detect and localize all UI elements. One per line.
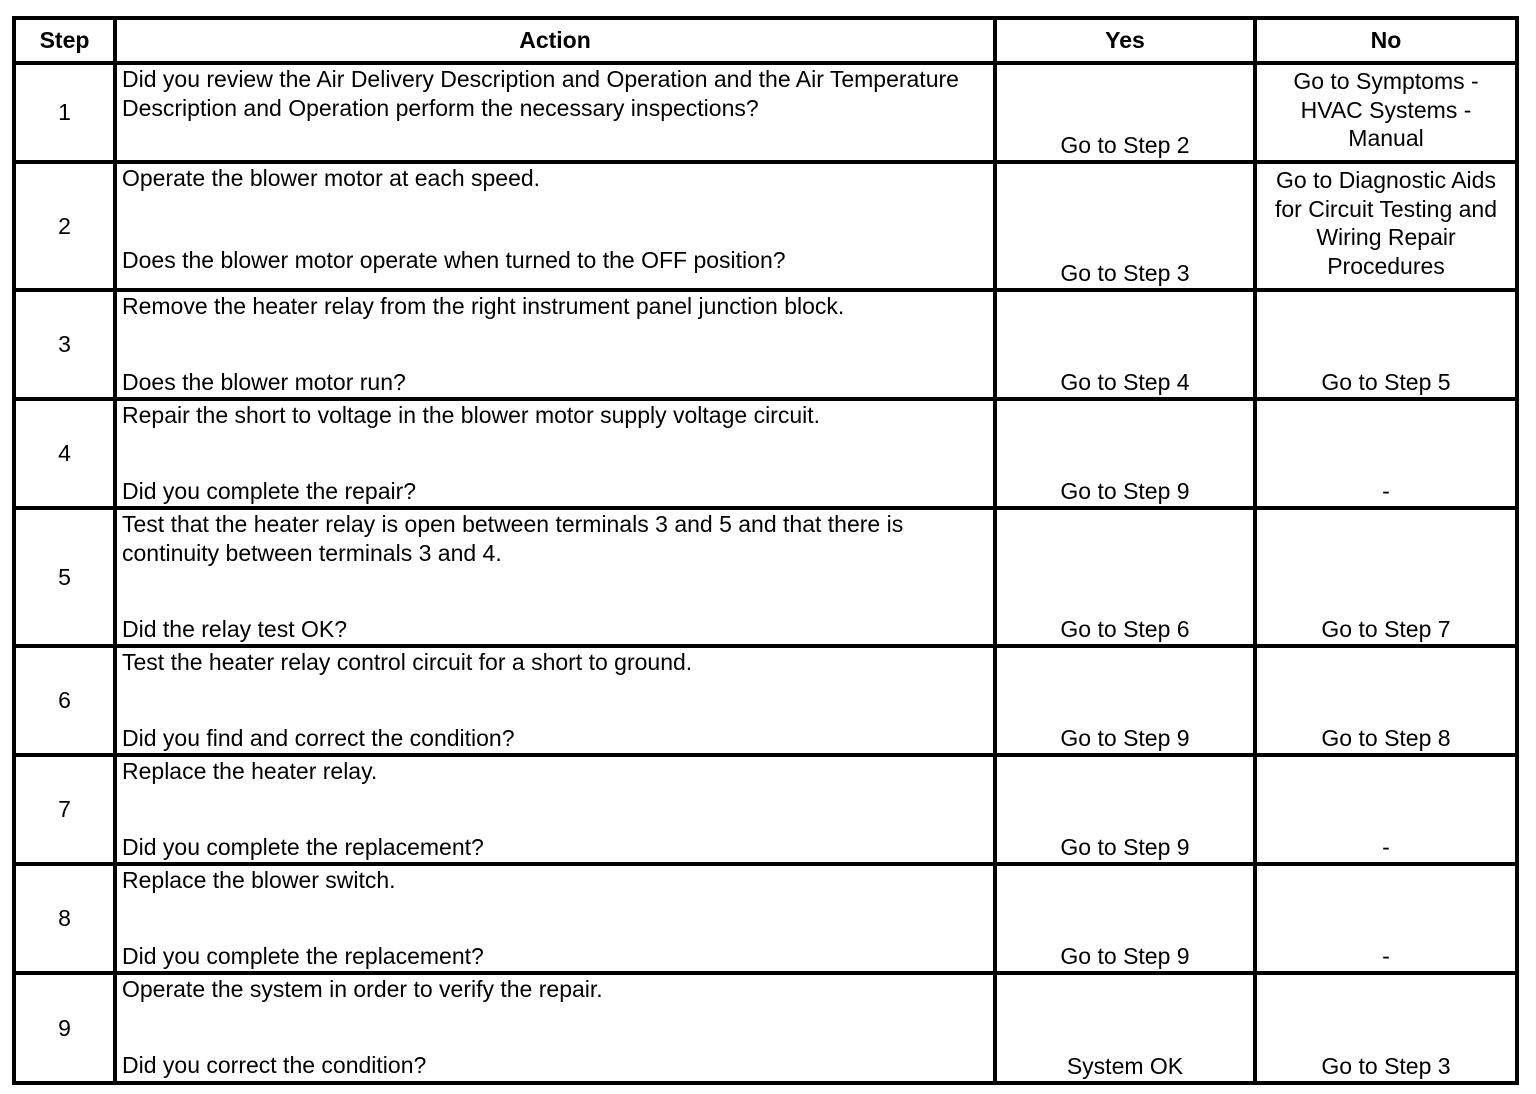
no-cell: Go to Step 5 (1255, 290, 1517, 399)
table-row (14, 973, 1517, 1083)
table-row (14, 864, 1517, 973)
no-cell: Go to Step 7 (1255, 508, 1517, 646)
yes-cell: System OK (995, 973, 1255, 1083)
action-question: Did you complete the repair? (122, 477, 417, 504)
step-number: 4 (14, 399, 115, 508)
action-cell (115, 508, 995, 646)
action-instruction: Operate the system in order to verify the repair. (122, 976, 603, 1002)
header-row (14, 18, 1517, 63)
action-question: Did you complete the replacement? (122, 833, 484, 860)
step-number: 9 (14, 973, 115, 1083)
yes-cell: Go to Step 3 (995, 162, 1255, 290)
yes-cell: Go to Step 6 (995, 508, 1255, 646)
header-yes: Yes (995, 18, 1255, 63)
action-instruction: Test that the heater relay is open between terminals 3 and 5 and that there is continuity between terminals 3 and 4. (122, 511, 904, 566)
header-step: Step (14, 18, 115, 63)
header-no: No (1255, 18, 1517, 63)
action-question: Did you complete the replacement? (122, 942, 484, 969)
step-number: 7 (14, 755, 115, 864)
step-number: 5 (14, 508, 115, 646)
action-cell (115, 646, 995, 755)
table-row (14, 755, 1517, 864)
no-cell: Go to Diagnostic Aids for Circuit Testing and Wiring Repair Procedures (1255, 162, 1517, 290)
no-cell: - (1255, 864, 1517, 973)
action-question: Did you correct the condition? (122, 1051, 427, 1078)
diagnostic-table (12, 16, 1519, 1085)
action-question: Does the blower motor run? (122, 368, 406, 395)
step-number: 3 (14, 290, 115, 399)
action-instruction: Remove the heater relay from the right instrument panel junction block. (122, 293, 845, 319)
action-question: Did you find and correct the condition? (122, 724, 515, 751)
action-instruction: Repair the short to voltage in the blower motor supply voltage circuit. (122, 402, 821, 428)
action-cell (115, 290, 995, 399)
yes-cell: Go to Step 9 (995, 755, 1255, 864)
action-question: Does the blower motor operate when turned to the OFF position? (122, 246, 786, 273)
no-cell: Go to Symptoms - HVAC Systems - Manual (1255, 63, 1517, 162)
step-number: 2 (14, 162, 115, 290)
action-question: Did the relay test OK? (122, 615, 347, 642)
action-instruction: Test the heater relay control circuit for a short to ground. (122, 649, 693, 675)
no-cell: Go to Step 3 (1255, 973, 1517, 1083)
yes-cell: Go to Step 9 (995, 864, 1255, 973)
action-cell (115, 864, 995, 973)
action-instruction: Replace the blower switch. (122, 867, 396, 893)
action-cell (115, 162, 995, 290)
action-instruction: Did you review the Air Delivery Description and Operation and the Air Temperature Description and Operation perform the necessary inspections? (122, 66, 959, 121)
table-row (14, 63, 1517, 162)
table-row (14, 508, 1517, 646)
step-number: 1 (14, 63, 115, 162)
step-number: 6 (14, 646, 115, 755)
table-row (14, 399, 1517, 508)
header-action: Action (115, 18, 995, 63)
step-number: 8 (14, 864, 115, 973)
yes-cell: Go to Step 9 (995, 646, 1255, 755)
yes-cell: Go to Step 4 (995, 290, 1255, 399)
yes-cell: Go to Step 9 (995, 399, 1255, 508)
table-row (14, 162, 1517, 290)
action-cell (115, 755, 995, 864)
table-row (14, 290, 1517, 399)
action-cell (115, 63, 995, 162)
no-cell: - (1255, 399, 1517, 508)
action-instruction: Operate the blower motor at each speed. (122, 165, 541, 191)
table-row (14, 646, 1517, 755)
action-cell (115, 399, 995, 508)
action-instruction: Replace the heater relay. (122, 758, 378, 784)
action-cell (115, 973, 995, 1083)
yes-cell: Go to Step 2 (995, 63, 1255, 162)
no-cell: - (1255, 755, 1517, 864)
no-cell: Go to Step 8 (1255, 646, 1517, 755)
